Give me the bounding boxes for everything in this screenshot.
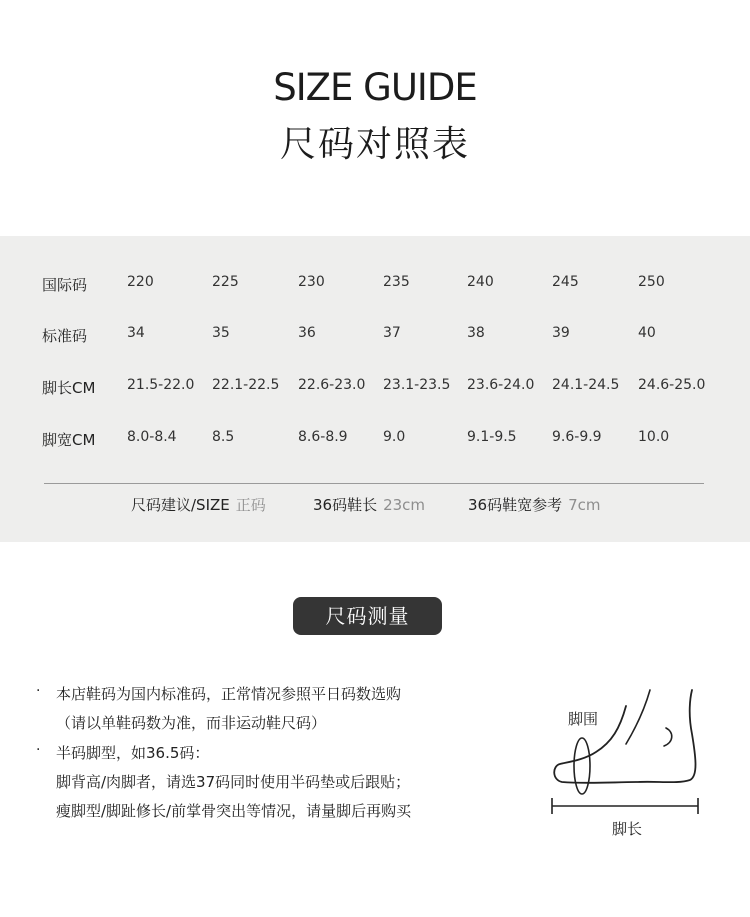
note-text: 半码脚型，如36.5码： (56, 744, 210, 762)
foot-measurement-figure (546, 684, 716, 844)
table-cell: 38 (467, 325, 485, 341)
table-cell: 230 (298, 274, 325, 290)
table-cell: 24.6-25.0 (638, 377, 706, 393)
table-cell: 22.1-22.5 (212, 377, 280, 393)
size-advice-value: 正码 (235, 496, 266, 514)
table-cell: 21.5-22.0 (127, 377, 195, 393)
table-cell: 9.1-9.5 (467, 429, 517, 445)
table-divider (44, 483, 704, 484)
table-cell: 9.6-9.9 (552, 429, 602, 445)
shoe-length (313, 494, 425, 515)
note-text: 本店鞋码为国内标准码，正常情况参照平日码数选购 (56, 685, 402, 703)
table-row-standard-size (0, 325, 750, 349)
note-text: （请以单鞋码数为准，而非运动鞋尺码） (56, 714, 327, 732)
table-row-international-size (0, 274, 750, 298)
size-chart-panel (0, 236, 750, 542)
table-cell: 235 (383, 274, 410, 290)
table-cell: 40 (638, 325, 656, 341)
foot-circumference-label: 脚围 (568, 710, 599, 728)
shoe-length-label: 36码鞋长 (313, 496, 378, 514)
table-cell: 23.6-24.0 (467, 377, 535, 393)
size-advice (131, 494, 266, 515)
table-row-foot-width (0, 429, 750, 453)
foot-length-label: 脚长 (612, 820, 643, 838)
shoe-length-value: 23cm (383, 496, 426, 514)
measure-section-badge: 尺码测量 (293, 597, 442, 635)
table-cell: 24.1-24.5 (552, 377, 620, 393)
note-text: 瘦脚型/脚趾修长/前掌骨突出等情况，请量脚后再购买 (56, 802, 412, 820)
note-text: 脚背高/肉脚者，请选37码同时使用半码垫或后跟贴； (56, 773, 411, 791)
title-cn: 尺码对照表 (279, 124, 470, 165)
table-cell: 35 (212, 325, 230, 341)
row-label: 脚长CM (42, 379, 96, 397)
table-cell: 240 (467, 274, 494, 290)
row-label: 脚宽CM (42, 431, 96, 449)
table-cell: 22.6-23.0 (298, 377, 366, 393)
table-cell: 37 (383, 325, 401, 341)
row-label: 国际码 (42, 276, 88, 294)
bullet: · (36, 742, 41, 758)
table-cell: 9.0 (383, 429, 406, 445)
table-cell: 23.1-23.5 (383, 377, 451, 393)
table-cell: 220 (127, 274, 154, 290)
row-label: 标准码 (42, 327, 88, 345)
shoe-width (468, 494, 601, 515)
table-cell: 8.5 (212, 429, 235, 445)
table-cell: 39 (552, 325, 570, 341)
size-advice-label: 尺码建议/SIZE (131, 496, 230, 514)
table-cell: 8.0-8.4 (127, 429, 177, 445)
size-spec-line (0, 494, 750, 518)
table-cell: 250 (638, 274, 665, 290)
table-cell: 10.0 (638, 429, 670, 445)
shoe-width-value: 7cm (568, 496, 601, 514)
table-cell: 225 (212, 274, 239, 290)
bullet: · (36, 683, 41, 699)
table-cell: 36 (298, 325, 316, 341)
table-cell: 34 (127, 325, 145, 341)
table-cell: 245 (552, 274, 579, 290)
shoe-width-label: 36码鞋宽参考 (468, 496, 563, 514)
table-row-foot-length (0, 377, 750, 401)
table-cell: 8.6-8.9 (298, 429, 348, 445)
title-en: SIZE GUIDE (273, 66, 477, 109)
